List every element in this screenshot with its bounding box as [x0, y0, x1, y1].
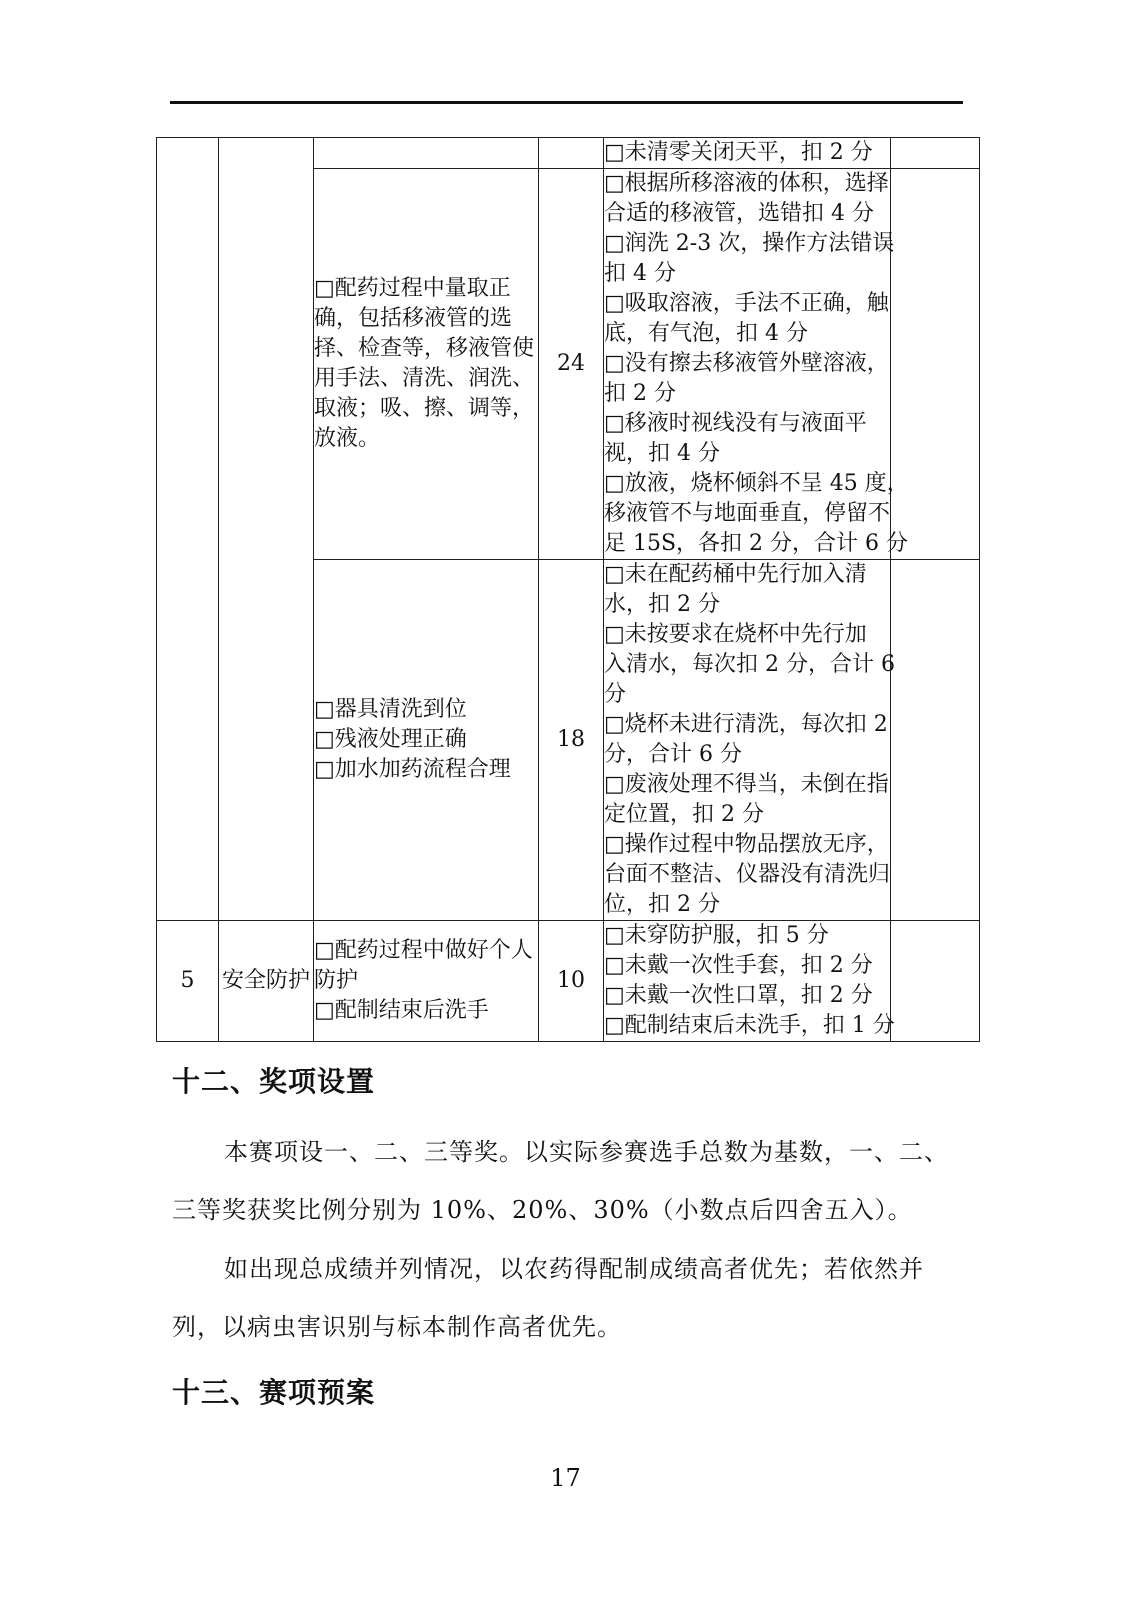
standard-line: 择、检查等，移液管使 [314, 336, 535, 361]
table-row [157, 921, 980, 1042]
rule-line: □操作过程中物品摆放无序， [604, 832, 889, 857]
standard-cell [314, 138, 539, 169]
page-number: 17 [550, 1464, 581, 1492]
standard-cell [314, 921, 539, 1042]
rule-line: □未戴一次性口罩，扣 2 分 [604, 983, 873, 1008]
rule-line: 入清水，每次扣 2 分，合计 6 [604, 652, 895, 677]
row-number-cell: 5 [157, 921, 219, 1042]
rule-line: 扣 2 分 [604, 381, 676, 406]
rule-line: □废液处理不得当，未倒在指 [604, 772, 889, 797]
rule-cell [604, 138, 891, 169]
rule-line: 位，扣 2 分 [604, 892, 720, 917]
rule-line: 水，扣 2 分 [604, 592, 720, 617]
standard-line: 防护 [314, 968, 359, 993]
rule-line: □吸取溶液，手法不正确，触 [604, 291, 889, 316]
standard-line: □配药过程中量取正 [314, 276, 511, 301]
rule-line: 合适的移液管，选错扣 4 分 [604, 201, 874, 226]
rule-line: 台面不整洁、仪器没有清洗归 [604, 862, 891, 887]
row-number-cell [157, 138, 219, 921]
standard-cell [314, 169, 539, 560]
paragraph-line: 如出现总成绩并列情况，以农药得配制成绩高者优先；若依然并 [224, 1255, 924, 1283]
rule-line: □烧杯未进行清洗，每次扣 2 [604, 712, 888, 737]
rule-line: 分，合计 6 分 [604, 742, 742, 767]
rule-line: □放液，烧杯倾斜不呈 45 度， [604, 471, 909, 496]
rule-line: □润洗 2-3 次，操作方法错误 [604, 231, 895, 256]
remark-cell [891, 921, 980, 1042]
standard-line: □配制结束后洗手 [314, 998, 489, 1023]
standard-line: □配药过程中做好个人 [314, 938, 533, 963]
standard-line: □加水加药流程合理 [314, 757, 511, 782]
rule-line: □未清零关闭天平，扣 2 分 [604, 140, 873, 165]
standard-line: 放液。 [314, 426, 381, 451]
paragraph-line: 本赛项设一、二、三等奖。以实际参赛选手总数为基数，一、二、 [224, 1138, 949, 1166]
section-12-paragraph-1 [172, 1123, 972, 1239]
paragraph-line: 列，以病虫害识别与标本制作高者优先。 [172, 1313, 622, 1341]
points-cell: 10 [539, 921, 604, 1042]
paragraph-line: 三等奖获奖比例分别为 10%、20%、30%（小数点后四舍五入）。 [172, 1196, 913, 1224]
scoring-table [156, 137, 980, 1042]
rule-line: □未穿防护服，扣 5 分 [604, 923, 829, 948]
rule-line: 分 [604, 682, 627, 707]
rule-line: 扣 4 分 [604, 261, 676, 286]
standard-line: □残液处理正确 [314, 727, 467, 752]
rule-line: □移液时视线没有与液面平 [604, 411, 867, 436]
remark-cell [891, 169, 980, 560]
rule-line: 定位置，扣 2 分 [604, 802, 764, 827]
standard-cell [314, 560, 539, 921]
standard-line: 取液；吸、擦、调等， [314, 396, 535, 421]
header-rule [170, 101, 963, 104]
rule-cell [604, 921, 895, 1042]
remark-cell [891, 138, 980, 169]
remark-cell [891, 560, 980, 921]
standard-line: 确，包括移液管的选 [314, 306, 513, 331]
standard-line: 用手法、清洗、润洗、 [314, 366, 535, 391]
rule-line: □配制结束后未洗手，扣 1 分 [604, 1013, 895, 1038]
points-cell: 24 [539, 169, 604, 560]
item-cell: 安全防护 [219, 921, 314, 1042]
section-12-heading: 十二、奖项设置 [172, 1065, 376, 1098]
rule-line: 足 15S，各扣 2 分，合计 6 分 [604, 531, 909, 556]
rule-line: 视，扣 4 分 [604, 441, 720, 466]
points-cell [539, 138, 604, 169]
section-12-paragraph-2 [172, 1240, 972, 1356]
item-cell [219, 138, 314, 921]
rule-line: 移液管不与地面垂直，停留不 [604, 501, 891, 526]
rule-cell [604, 169, 909, 560]
rule-line: □未按要求在烧杯中先行加 [604, 622, 867, 647]
rule-line: □根据所移溶液的体积，选择 [604, 171, 889, 196]
rule-line: □未戴一次性手套，扣 2 分 [604, 953, 873, 978]
rule-cell [604, 560, 895, 921]
rule-line: 底，有气泡，扣 4 分 [604, 321, 808, 346]
rule-line: □没有擦去移液管外壁溶液， [604, 351, 889, 376]
table-row [157, 138, 980, 169]
rule-line: □未在配药桶中先行加入清 [604, 562, 867, 587]
points-cell: 18 [539, 560, 604, 921]
section-13-heading: 十三、赛项预案 [172, 1376, 376, 1409]
standard-line: □器具清洗到位 [314, 697, 467, 722]
